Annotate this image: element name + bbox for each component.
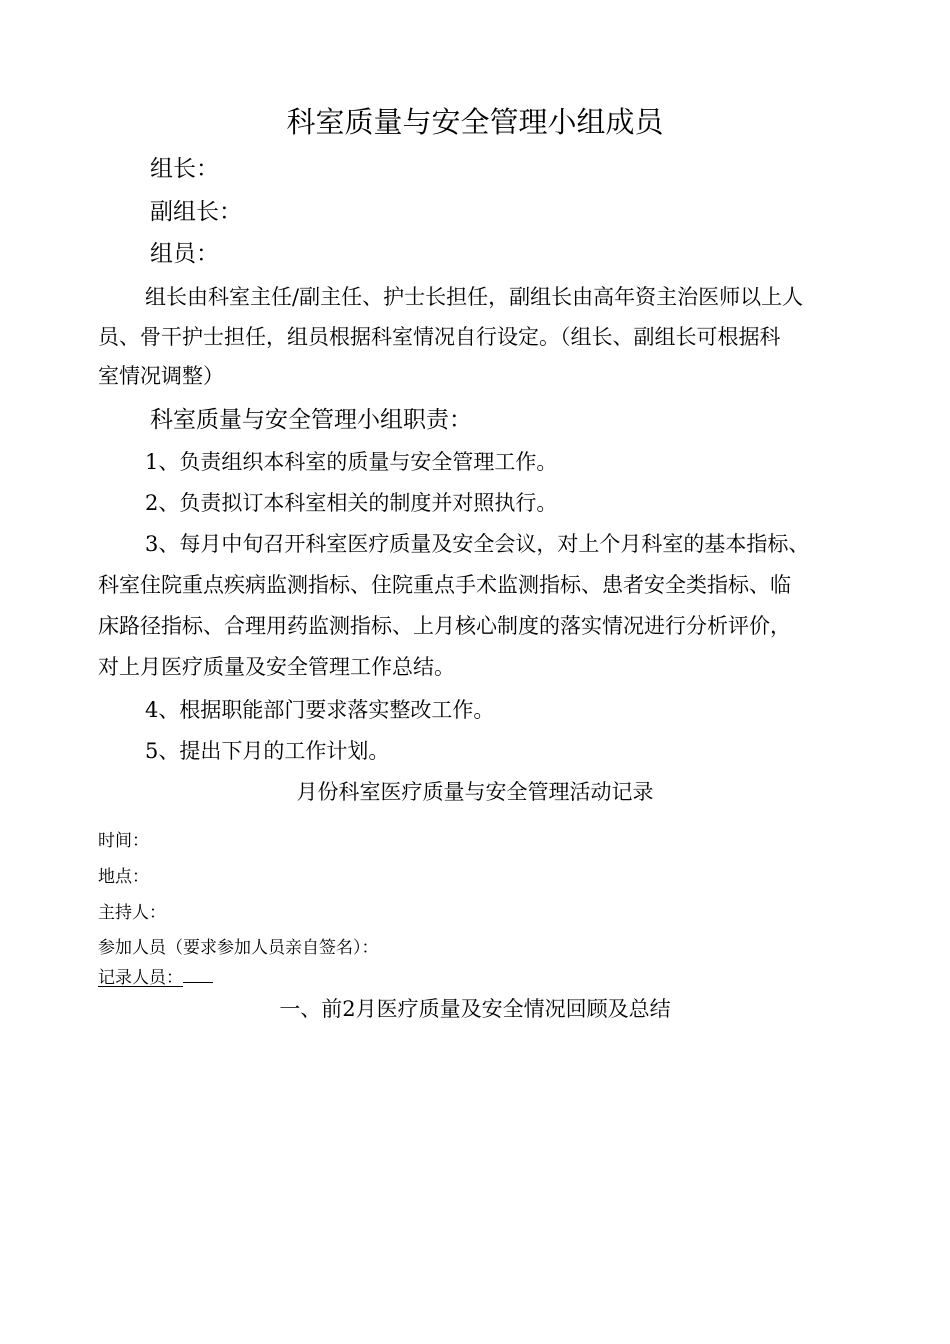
duty-item-2: 2、负责拟订本科室相关的制度并对照执行。 [145, 491, 558, 515]
duty-item-4: 4、根据职能部门要求落实整改工作。 [145, 698, 495, 722]
record-heading: 月份科室医疗质量与安全管理活动记录 [296, 780, 654, 804]
record-place-label: 地点： [98, 867, 149, 887]
duty-item-3-line-2: 科室住院重点疾病监测指标、住院重点手术监测指标、患者安全类指标、临 [98, 573, 791, 597]
duty-item-3-line-1: 3、每月中旬召开科室医疗质量及安全会议，对上个月科室的基本指标、 [145, 532, 810, 556]
duty-item-5: 5、提出下月的工作计划。 [145, 739, 390, 763]
duties-heading: 科室质量与安全管理小组职责： [150, 407, 472, 433]
recorder-blank-line [183, 981, 213, 983]
duty-item-3-line-3: 床路径指标、合理用药监测指标、上月核心制度的落实情况进行分析评价， [98, 614, 791, 638]
intro-line-2: 员、骨干护士担任，组员根据科室情况自行设定。（组长、副组长可根据科 [98, 325, 781, 349]
section-1-heading: 一、前2月医疗质量及安全情况回顾及总结 [279, 997, 671, 1021]
duty-item-3-line-4: 对上月医疗质量及安全管理工作总结。 [98, 655, 455, 679]
role-members: 组员： [150, 241, 219, 267]
record-host-label: 主持人： [98, 903, 166, 923]
role-deputy: 副组长： [150, 199, 242, 225]
duty-item-1: 1、负责组织本科室的质量与安全管理工作。 [145, 450, 558, 474]
record-time-label: 时间： [98, 831, 149, 851]
role-leader: 组长： [150, 156, 219, 182]
record-participants-label: 参加人员（要求参加人员亲自签名）： [98, 938, 379, 958]
record-recorder-label: 记录人员： [98, 968, 183, 988]
intro-line-1: 组长由科室主任/副主任、护士长担任，副组长由高年资主治医师以上人 [145, 285, 804, 309]
document-title: 科室质量与安全管理小组成员 [286, 105, 664, 139]
intro-line-3: 室情况调整） [98, 364, 224, 388]
record-recorder-line [98, 963, 213, 988]
